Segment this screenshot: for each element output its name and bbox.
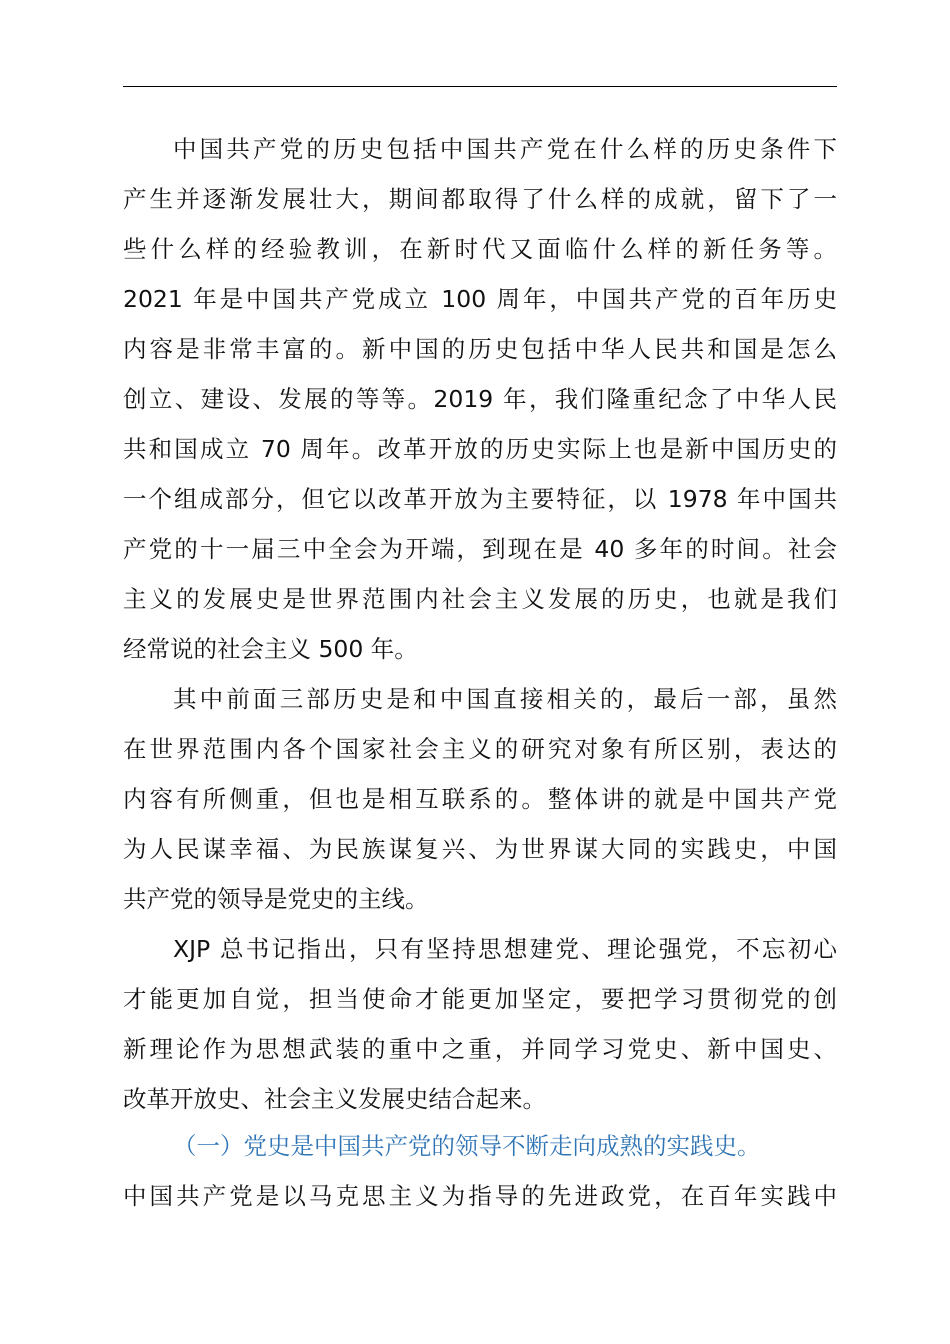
paragraph-line: 共和国成立 70 周年。改革开放的历史实际上也是新中国历史的	[123, 435, 837, 463]
paragraph-line: XJP 总书记指出，只有坚持思想建党、理论强党，不忘初心	[173, 935, 837, 963]
paragraph-line: 2021 年是中国共产党成立 100 周年，中国共产党的百年历史	[123, 285, 837, 313]
paragraph-line: 一个组成部分，但它以改革开放为主要特征，以 1978 年中国共	[123, 485, 837, 513]
paragraph-line: 改革开放史、社会主义发展史结合起来。	[123, 1085, 546, 1113]
paragraph-line: 共产党的领导是党史的主线。	[123, 885, 429, 913]
paragraph-line: 内容是非常丰富的。新中国的历史包括中华人民共和国是怎么	[123, 335, 837, 363]
paragraph-line: 中国共产党是以马克思主义为指导的先进政党，在百年实践中	[123, 1182, 837, 1210]
paragraph-line: 经常说的社会主义 500 年。	[123, 635, 418, 663]
paragraph-line: 中国共产党的历史包括中国共产党在什么样的历史条件下	[173, 135, 837, 163]
paragraph-line: 些什么样的经验教训，在新时代又面临什么样的新任务等。	[123, 235, 837, 263]
paragraph-line: 产党的十一届三中全会为开端，到现在是 40 多年的时间。社会	[123, 535, 837, 563]
paragraph-line: 创立、建设、发展的等等。2019 年，我们隆重纪念了中华人民	[123, 385, 837, 413]
paragraph-line: 主义的发展史是世界范围内社会主义发展的历史，也就是我们	[123, 585, 837, 613]
paragraph-line: 其中前面三部历史是和中国直接相关的，最后一部，虽然	[173, 685, 837, 713]
section-heading: （一）党史是中国共产党的领导不断走向成熟的实践史。	[173, 1132, 761, 1160]
header-rule	[123, 86, 837, 87]
paragraph-line: 产生并逐渐发展壮大，期间都取得了什么样的成就，留下了一	[123, 185, 837, 213]
paragraph-line: 在世界范围内各个国家社会主义的研究对象有所区别，表达的	[123, 735, 837, 763]
paragraph-line: 为人民谋幸福、为民族谋复兴、为世界谋大同的实践史，中国	[123, 835, 837, 863]
paragraph-line: 内容有所侧重，但也是相互联系的。整体讲的就是中国共产党	[123, 785, 837, 813]
paragraph-line: 新理论作为思想武装的重中之重，并同学习党史、新中国史、	[123, 1035, 837, 1063]
paragraph-line: 才能更加自觉，担当使命才能更加坚定，要把学习贯彻党的创	[123, 985, 837, 1013]
